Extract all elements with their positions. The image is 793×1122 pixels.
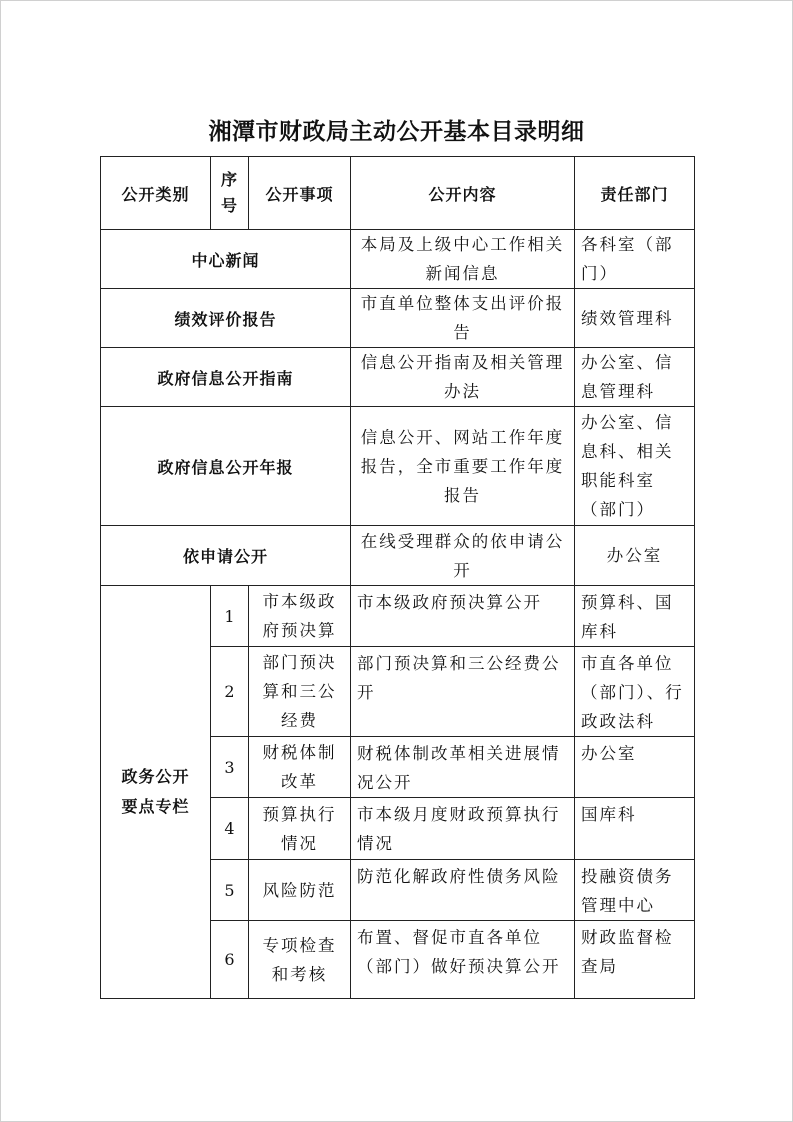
row-department: 办公室、信息管理科 — [575, 348, 695, 407]
row-content: 在线受理群众的依申请公开 — [351, 526, 575, 586]
row-item: 风险防范 — [249, 860, 351, 921]
row-content: 部门预决算和三公经费公开 — [351, 647, 575, 737]
header-content: 公开内容 — [351, 157, 575, 230]
row-department: 办公室 — [575, 526, 695, 586]
row-category: 依申请公开 — [101, 526, 351, 586]
row-department: 预算科、国库科 — [575, 586, 695, 647]
header-department: 责任部门 — [575, 157, 695, 230]
row-content: 防范化解政府性债务风险 — [351, 860, 575, 921]
row-category: 绩效评价报告 — [101, 289, 351, 348]
document-title: 湘潭市财政局主动公开基本目录明细 — [208, 119, 585, 145]
table-row — [101, 586, 695, 647]
row-content: 本局及上级中心工作相关新闻信息 — [351, 230, 575, 289]
table-row — [101, 289, 695, 348]
header-seq: 序 号 — [211, 157, 249, 230]
row-department: 办公室 — [575, 737, 695, 798]
table-row — [101, 526, 695, 586]
table-row — [101, 230, 695, 289]
header-row — [101, 157, 695, 230]
header-item: 公开事项 — [249, 157, 351, 230]
row-content: 财税体制改革相关进展情况公开 — [351, 737, 575, 798]
row-item: 市本级政府预决算 — [249, 586, 351, 647]
row-item: 专项检查和考核 — [249, 921, 351, 999]
row-category: 中心新闻 — [101, 230, 351, 289]
table-row — [101, 348, 695, 407]
row-department: 国库科 — [575, 798, 695, 860]
row-department: 办公室、信息科、相关职能科室（部门） — [575, 407, 695, 526]
row-category: 政府信息公开指南 — [101, 348, 351, 407]
row-seq: 2 — [211, 647, 249, 737]
group-category: 政务公开 要点专栏 — [101, 586, 211, 999]
row-item: 预算执行情况 — [249, 798, 351, 860]
row-seq: 6 — [211, 921, 249, 999]
row-seq: 5 — [211, 860, 249, 921]
table-row — [101, 407, 695, 526]
row-content: 信息公开、网站工作年度报告，全市重要工作年度报告 — [351, 407, 575, 526]
row-category: 政府信息公开年报 — [101, 407, 351, 526]
row-content: 市直单位整体支出评价报告 — [351, 289, 575, 348]
row-seq: 1 — [211, 586, 249, 647]
row-department: 财政监督检查局 — [575, 921, 695, 999]
row-department: 投融资债务管理中心 — [575, 860, 695, 921]
row-content: 信息公开指南及相关管理办法 — [351, 348, 575, 407]
row-department: 绩效管理科 — [575, 289, 695, 348]
row-item: 部门预决算和三公经费 — [249, 647, 351, 737]
catalog-table — [100, 156, 695, 999]
row-content: 市本级月度财政预算执行情况 — [351, 798, 575, 860]
row-department: 各科室（部门） — [575, 230, 695, 289]
row-content: 布置、督促市直各单位（部门）做好预决算公开 — [351, 921, 575, 999]
header-category: 公开类别 — [101, 157, 211, 230]
row-content: 市本级政府预决算公开 — [351, 586, 575, 647]
row-item: 财税体制改革 — [249, 737, 351, 798]
row-department: 市直各单位（部门）、行政政法科 — [575, 647, 695, 737]
row-seq: 3 — [211, 737, 249, 798]
row-seq: 4 — [211, 798, 249, 860]
